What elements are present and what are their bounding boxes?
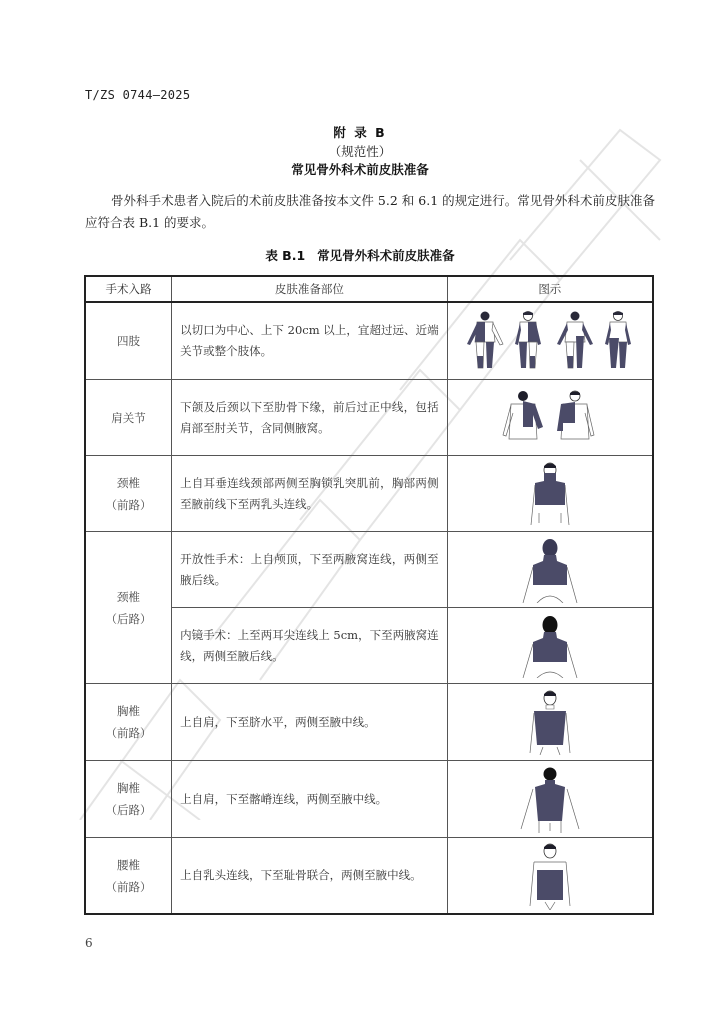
skin-prep-table <box>84 275 654 915</box>
description-cell: 上自肩，下至髂嵴连线，两侧至腋中线。 <box>172 761 448 838</box>
cervical-posterior-open-figure-icon <box>517 537 583 603</box>
appendix-subtitle: 常见骨外科术前皮肤准备 <box>291 162 429 177</box>
figure-cell <box>447 838 653 915</box>
shoulder-figure-icon <box>495 389 605 447</box>
route-cell <box>85 380 172 456</box>
table-caption-number: 表 B.1 <box>265 248 306 263</box>
limbs-figure-icon <box>460 310 640 372</box>
route-label: 颈椎 <box>117 589 141 604</box>
route-sub-label: （前路） <box>105 726 152 740</box>
route-cell <box>85 761 172 838</box>
route-label: 肩关节 <box>111 410 146 425</box>
figure-cell <box>447 532 653 608</box>
figure-cell <box>447 761 653 838</box>
page-number: 6 <box>85 936 93 950</box>
table-row <box>85 761 653 838</box>
column-header-route: 手术入路 <box>85 276 172 302</box>
route-cell <box>85 302 172 380</box>
figure-cell <box>447 380 653 456</box>
figure-cell <box>447 684 653 761</box>
column-header-figure: 图示 <box>447 276 653 302</box>
description-cell: 内镜手术：上至两耳尖连线上 5cm，下至两腋窝连线，两侧至腋后线。 <box>172 608 448 684</box>
route-cell <box>85 456 172 532</box>
table-row <box>85 684 653 761</box>
figure-cell <box>447 608 653 684</box>
description-cell: 上自耳垂连线颈部两侧至胸锁乳突肌前，胸部两侧至腋前线下至两乳头连线。 <box>172 456 448 532</box>
route-label: 颈椎 <box>117 475 141 490</box>
description-cell: 下颌及后颈以下至肋骨下缘，前后过正中线，包括肩部至肘关节，含同侧腋窝。 <box>172 380 448 456</box>
route-cell <box>85 838 172 915</box>
route-label: 胸椎 <box>117 781 141 795</box>
description-cell: 开放性手术：上自颅顶，下至两腋窝连线，两侧至腋后线。 <box>172 532 448 608</box>
cervical-posterior-endoscopic-figure-icon <box>517 614 583 678</box>
description-cell: 上自乳头连线，下至耻骨联合，两侧至腋中线。 <box>172 838 448 915</box>
table-row <box>85 456 653 532</box>
route-cell <box>85 532 172 684</box>
table-row <box>85 380 653 456</box>
description-cell: 以切口为中心、上下 20cm 以上，宜超过远、近端关节或整个肢体。 <box>172 302 448 380</box>
route-label: 四肢 <box>117 334 141 348</box>
column-header-area: 皮肤准备部位 <box>172 276 448 302</box>
route-sub-label: （后路） <box>105 803 152 817</box>
route-cell <box>85 684 172 761</box>
description-cell: 上自肩，下至脐水平，两侧至腋中线。 <box>172 684 448 761</box>
figure-cell <box>447 302 653 380</box>
table-row <box>85 532 653 608</box>
appendix-title: 附 录 B <box>333 125 387 140</box>
appendix-type: （规范性） <box>328 144 392 159</box>
lumbar-anterior-figure-icon <box>525 842 575 910</box>
route-sub-label: （前路） <box>105 879 152 894</box>
route-label: 胸椎 <box>117 704 141 718</box>
cervical-anterior-figure-icon <box>525 461 575 527</box>
table-row <box>85 302 653 380</box>
table-caption-title: 常见骨外科术前皮肤准备 <box>317 248 455 263</box>
thoracic-posterior-figure-icon <box>517 765 583 833</box>
thoracic-anterior-figure-icon <box>525 689 575 755</box>
route-label: 腰椎 <box>117 857 141 872</box>
table-row <box>85 838 653 915</box>
intro-paragraph: 骨外科手术患者入院后的术前皮肤准备按本文件 5.2 和 6.1 的规定进行。常见骨外科术前皮肤准备应符合表 B.1 的要求。 <box>85 193 655 230</box>
route-sub-label: （前路） <box>105 497 152 512</box>
route-sub-label: （后路） <box>105 611 152 626</box>
figure-cell <box>447 456 653 532</box>
table-header-row <box>85 276 653 302</box>
standard-number: T/ZS 0744—2025 <box>85 88 191 102</box>
table-caption <box>0 246 720 264</box>
